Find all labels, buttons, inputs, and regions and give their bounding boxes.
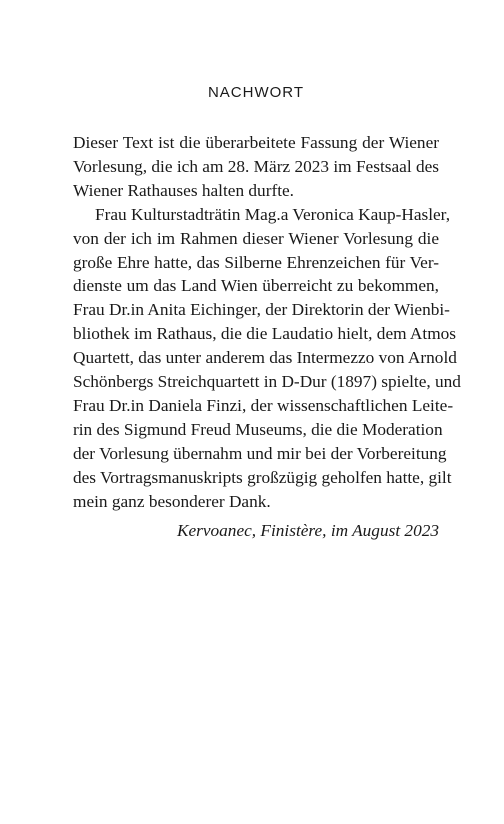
text-line: bliothek im Rathaus, die die Laudatio hielt, dem Atmos <box>73 324 457 344</box>
text-line: Dieser Text ist die überarbeitete Fassung der Wiener <box>73 133 439 152</box>
text-line: Wiener Rathauses halten durfte. <box>73 180 294 200</box>
text-line: von der ich im Rahmen dieser Wiener Vorlesung die <box>73 228 439 248</box>
paragraph-1 <box>73 131 439 203</box>
paragraph-2 <box>73 203 461 514</box>
body-text <box>73 131 461 514</box>
text-line: Frau Dr.in Anita Eichinger, der Direktorin der Wienbi- <box>73 300 450 320</box>
text-line: des Vortragsmanuskripts großzügig geholfen hatte, gilt <box>73 467 452 487</box>
text-line: Vorlesung, die ich am 28. März 2023 im Festsaal des <box>73 156 439 176</box>
text-line: Schönbergs Streichquartett in D-Dur (1897) spielte, und <box>73 372 461 392</box>
book-page <box>73 0 461 824</box>
chapter-heading: NACHWORT <box>207 84 305 101</box>
text-line: rin des Sigmund Freud Museums, die die Moderation <box>73 419 443 439</box>
text-line: Frau Dr.in Daniela Finzi, der wissenschaftlichen Leite- <box>73 395 454 415</box>
text-line: große Ehre hatte, das Silberne Ehrenzeichen für Ver- <box>73 252 439 272</box>
text-line: der Vorlesung übernahm und mir bei der Vorbereitung <box>73 443 447 463</box>
text-line: Frau Kulturstadträtin Mag.a Veronica Kaup-Hasler, <box>95 204 451 224</box>
place-date-signature: Kervoanec, Finistère, im August 2023 <box>176 521 439 540</box>
text-line: mein ganz besonderer Dank. <box>73 491 271 511</box>
text-line: Quartett, das unter anderem das Intermezzo von Arnold <box>73 348 457 368</box>
text-line: dienste um das Land Wien überreicht zu bekommen, <box>73 276 439 296</box>
